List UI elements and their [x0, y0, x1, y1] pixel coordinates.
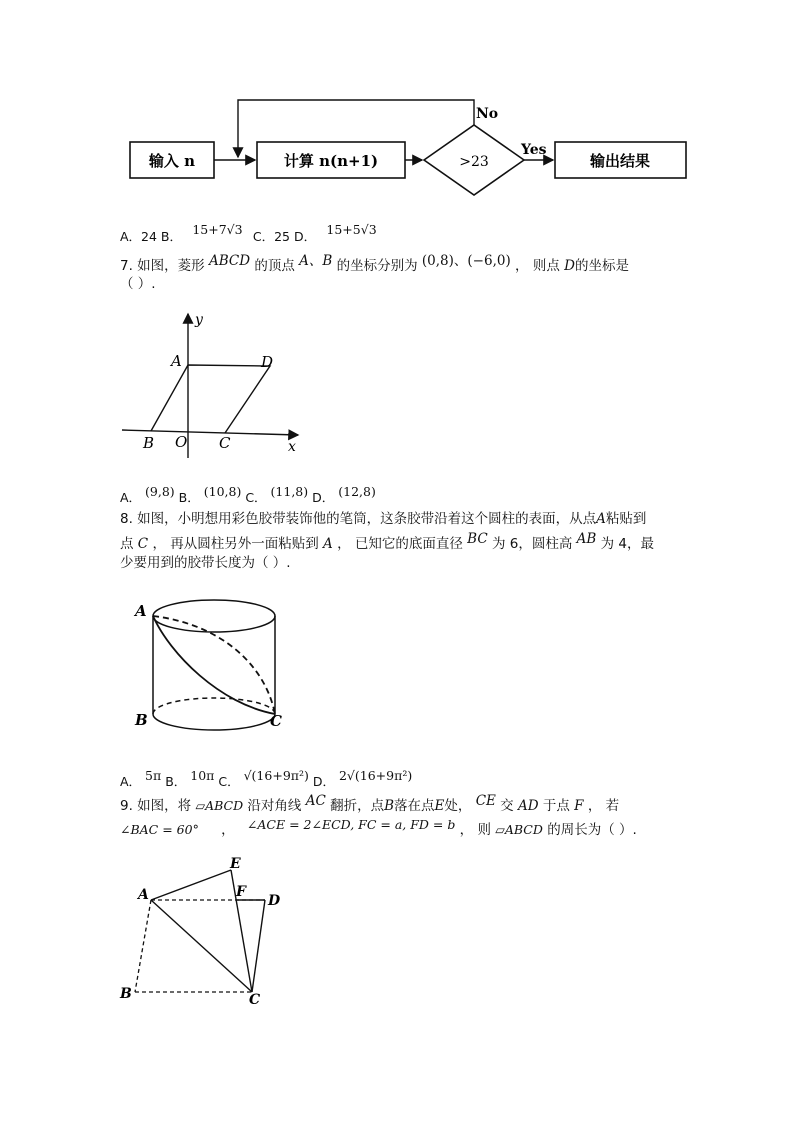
q7-choices — [120, 484, 376, 507]
q8-text: 粘贴到 — [605, 511, 647, 527]
q9-text: 交 — [500, 798, 514, 814]
q9-stem-line2 — [120, 817, 637, 839]
q9-math: ∠ACE = 2∠ECD, FC = a, FD = b — [246, 817, 456, 832]
q9-figure — [115, 852, 295, 1012]
q7-choice-c-value: (11,8) — [270, 484, 309, 499]
q8-math: AB — [576, 531, 597, 547]
q8-label-A: A — [135, 602, 147, 620]
q9-label-C: C — [249, 992, 261, 1008]
q7-choice-c: C． — [245, 490, 267, 505]
q9-text: 落在点 — [394, 798, 435, 814]
q8-choice-d-value: 2√(16+9π²) — [338, 768, 413, 783]
q9-label-D: D — [268, 893, 281, 909]
q7-label-x: x — [288, 439, 296, 455]
q7-choice-b: B． — [178, 490, 200, 505]
flow-no-label: No — [476, 106, 499, 122]
q8-text: 为 4，最 — [600, 536, 655, 552]
q7-label-B: B — [143, 434, 155, 452]
q7-text: 的坐标是 — [574, 258, 629, 274]
q7-math: (0,8)、(−6,0) — [421, 253, 511, 269]
q9-edge-AE — [151, 870, 231, 900]
q8-figure — [130, 594, 310, 744]
q7-math: A、B — [299, 253, 333, 269]
q9-math: AC — [305, 793, 326, 809]
q9-math: AD — [517, 798, 539, 814]
q7-stem-line2: （ ）. — [120, 276, 156, 292]
q9-math: B — [384, 798, 395, 814]
q7-stem-line1 — [120, 253, 629, 275]
q9-text: ， 若 — [587, 798, 620, 814]
q9-text: 沿对角线 — [247, 798, 302, 814]
q8-stem-line2 — [120, 531, 655, 553]
q9-math: ▱ABCD — [195, 798, 244, 813]
q7-label-C: C — [219, 434, 231, 452]
q8-choice-d: D． — [312, 774, 335, 789]
q6-choice-ab: A．24 B． — [120, 229, 183, 244]
flow-condition-text: >23 — [459, 154, 489, 170]
q8-text: 8. 如图，小明想用彩色胶带装饰他的笔筒，这条胶带沿着这个圆柱的表面，从点 — [120, 511, 597, 527]
q9-math: E — [434, 798, 445, 814]
q9-text: 于点 — [542, 798, 570, 814]
q8-choice-a: A． — [120, 774, 142, 789]
q8-math: A — [596, 511, 606, 527]
q6-choices — [120, 222, 377, 246]
q7-math: ABCD — [208, 253, 251, 269]
q6-choice-d-value: 15+5√3 — [326, 222, 377, 237]
q8-bottom-back — [153, 698, 275, 714]
q9-label-E: E — [230, 856, 241, 872]
flow-yes-label: Yes — [521, 142, 547, 158]
q7-choice-d-value: (12,8) — [338, 484, 376, 499]
q8-choices — [120, 768, 413, 791]
q7-text: 的坐标分别为 — [336, 258, 418, 274]
q8-choice-b-value: 10π — [190, 768, 215, 783]
flow-compute-text: 计算 n(n+1) — [283, 152, 379, 170]
q9-edge-AB — [135, 900, 151, 992]
flow-output-text: 输出结果 — [589, 152, 651, 170]
q7-figure — [118, 308, 318, 458]
q8-top-ellipse — [153, 600, 275, 632]
q8-label-B: B — [135, 711, 148, 729]
q9-text: ， 则 — [459, 822, 491, 838]
q7-choice-a: A． — [120, 490, 142, 505]
q9-text: 翻折，点 — [330, 798, 385, 814]
q9-label-B: B — [120, 986, 132, 1002]
q8-stem-line3: 少要用到的胶带长度为（ ）. — [120, 555, 291, 571]
q8-bottom-front — [153, 714, 275, 730]
q7-choice-b-value: (10,8) — [203, 484, 242, 499]
q9-math: F — [574, 798, 584, 814]
q9-label-F: F — [236, 884, 246, 900]
q7-math: D — [564, 258, 575, 274]
q8-text: ， 再从圆柱另外一面粘贴到 — [152, 536, 319, 552]
q8-stem-line1 — [120, 510, 646, 528]
q9-text: 处， — [444, 798, 472, 814]
q7-label-A: A — [171, 352, 182, 370]
q8-math: C — [137, 536, 149, 552]
q8-choice-b: B． — [165, 774, 187, 789]
q8-tape-front — [153, 616, 275, 714]
q7-rhombus — [151, 365, 270, 433]
q7-choice-d: D． — [312, 490, 335, 505]
q6-choice-cd: C．25 D． — [252, 229, 317, 244]
q9-math: ▱ABCD — [495, 822, 543, 837]
q9-label-A: A — [138, 887, 149, 903]
q8-choice-c-value: √(16+9π²) — [243, 768, 309, 783]
q9-text: 的周长为（ ）. — [547, 822, 637, 838]
q7-label-O: O — [175, 433, 188, 451]
q8-tape-back — [153, 616, 275, 714]
q9-text: ， — [221, 822, 235, 838]
flow-input-text: 输入 n — [148, 152, 196, 170]
q7-label-D: D — [261, 353, 274, 371]
q9-math: CE — [475, 793, 496, 809]
q6-choice-b-value: 15+7√3 — [192, 222, 243, 237]
q8-choice-a-value: 5π — [145, 768, 162, 783]
q8-text: 为 6，圆柱高 — [491, 536, 573, 552]
q7-text: 7. 如图，菱形 — [120, 258, 205, 274]
q7-choice-a-value: (9,8) — [145, 484, 175, 499]
q7-label-y: y — [195, 312, 203, 328]
q7-text: 的顶点 — [254, 258, 295, 274]
q8-math: A — [323, 536, 333, 552]
q8-label-C: C — [270, 712, 282, 730]
q8-choice-c: C． — [218, 774, 240, 789]
q9-edge-DC — [252, 900, 265, 992]
q8-math: BC — [467, 531, 488, 547]
q9-stem-line1 — [120, 793, 620, 815]
q7-text: ， 则点 — [515, 258, 560, 274]
q8-text: 点 — [120, 536, 134, 552]
flowchart — [0, 0, 794, 210]
q9-diagonal-AC — [151, 900, 252, 992]
q8-text: ， 已知它的底面直径 — [337, 536, 463, 552]
q9-math: ∠BAC = 60° — [120, 822, 199, 837]
q9-text: 9. 如图，将 — [120, 798, 192, 814]
